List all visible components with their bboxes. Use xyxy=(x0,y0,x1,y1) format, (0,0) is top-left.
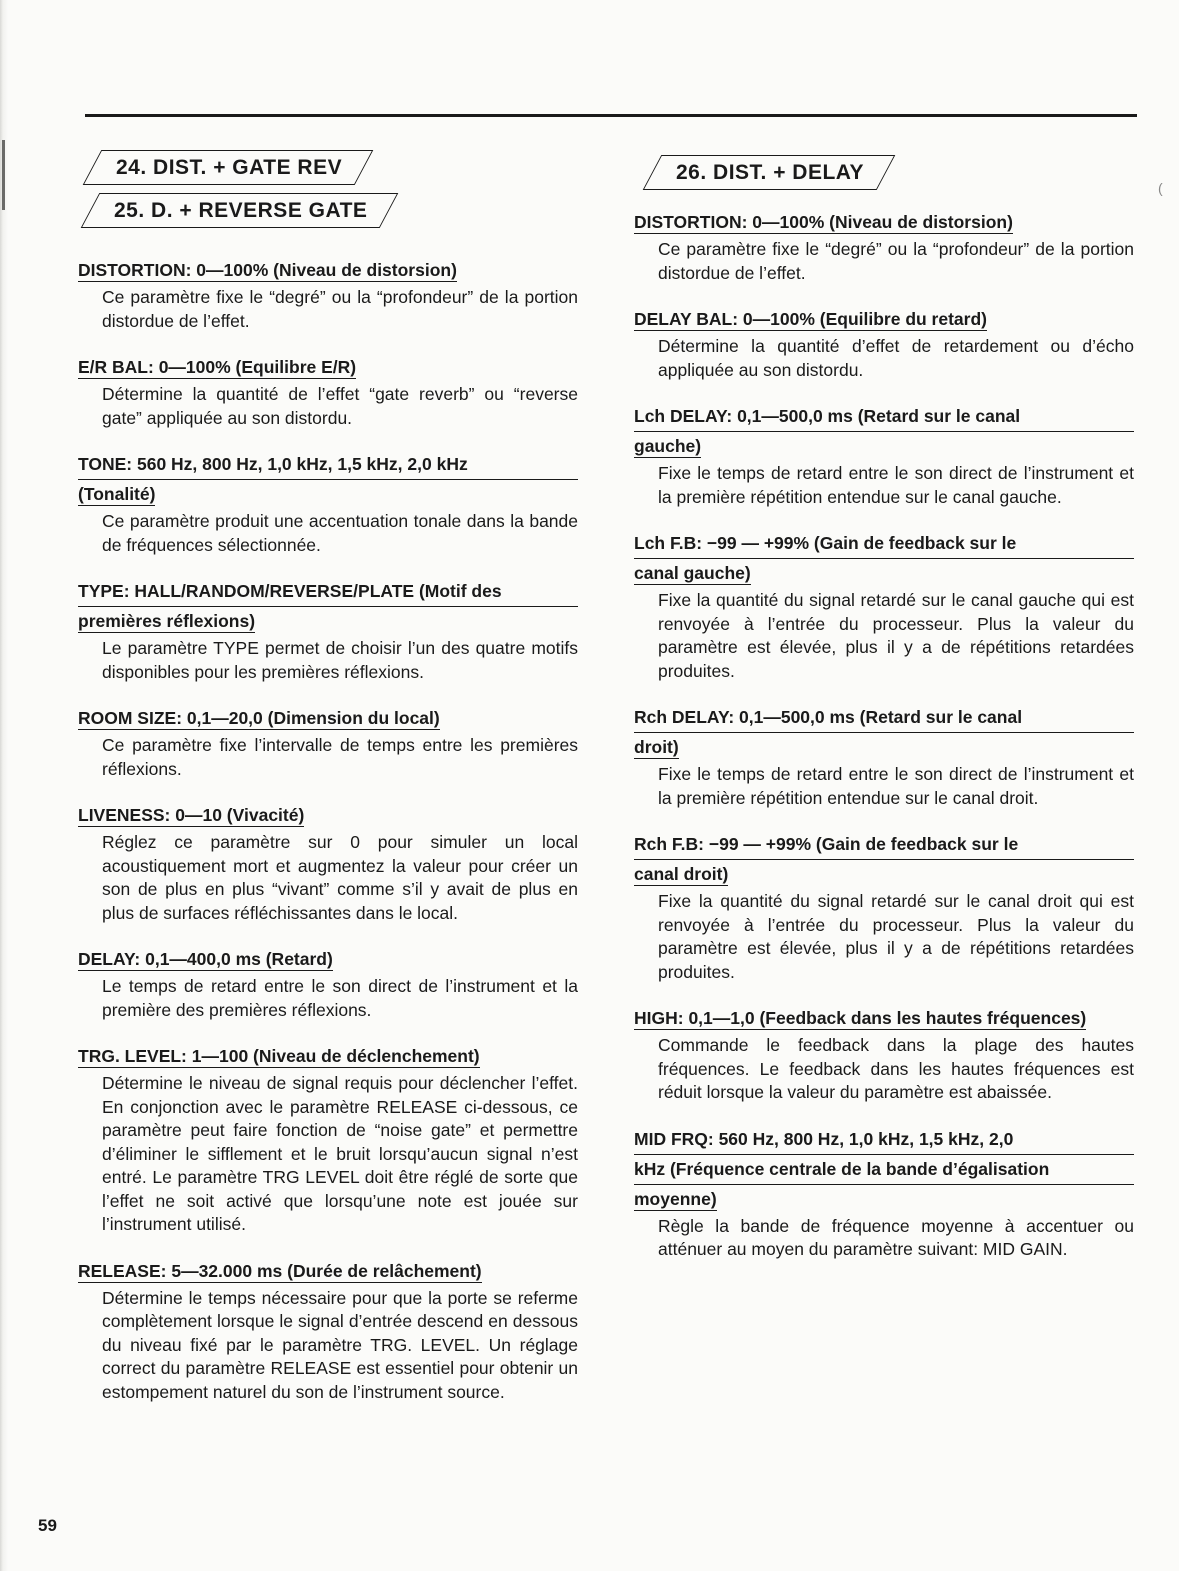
param-description: Détermine le temps nécessaire pour que la porte se referme complètement lorsque le signal d’entrée descend en dessous du niveau fixé par le paramètre TRG. LEVEL. Un réglage correct du paramètre RELEASE est essentiel pour obtenir un estompement naturel du son de l’instrument source. xyxy=(102,1287,578,1402)
param-section-room-size xyxy=(78,704,578,781)
param-heading: RELEASE: 5—32.000 ms (Durée de relâchement) xyxy=(78,1260,482,1281)
param-description: Ce paramètre fixe le “degré” ou la “profondeur” de la portion distordue de l’effet. xyxy=(658,239,1134,283)
param-description: Fixe le temps de retard entre le son direct de l’instrument et la première répétition entendue sur le canal gauche. xyxy=(658,463,1134,507)
param-heading: DISTORTION: 0—100% (Niveau de distorsion) xyxy=(634,212,1013,232)
param-heading: LIVENESS: 0—10 (Vivacité) xyxy=(78,805,305,825)
top-rule xyxy=(85,114,1137,117)
param-section-type xyxy=(78,577,578,684)
param-section-delay xyxy=(78,945,578,1022)
param-heading: TONE: 560 Hz, 800 Hz, 1,0 kHz, 1,5 kHz, 2,0 kHz (Tonalité) xyxy=(78,450,578,509)
param-section-release xyxy=(78,1257,578,1405)
param-description: Fixe la quantité du signal retardé sur le canal gauche qui est renvoyée à l’entrée du processeur. Plus la valeur du paramètre est élevée, plus il y a de répétitions retardées produites. xyxy=(658,590,1134,681)
param-heading: DELAY BAL: 0—100% (Equilibre du retard) xyxy=(634,309,987,329)
param-description: Le temps de retard entre le son direct de l’instrument et la première des premières réflexions. xyxy=(102,976,578,1020)
param-heading: DISTORTION: 0—100% (Niveau de distorsion) xyxy=(78,260,457,280)
param-heading: Lch F.B: −99 — +99% (Gain de feedback sur le canal gauche) xyxy=(634,529,1134,588)
param-section-rch-delay xyxy=(634,703,1134,810)
scan-speck: ( xyxy=(1158,180,1163,196)
param-description: Détermine la quantité d’effet de retardement ou d’écho appliquée au son distordu. xyxy=(658,336,1134,380)
param-section-lch-fb xyxy=(634,529,1134,683)
param-description: Détermine la quantité de l’effet “gate reverb” ou “reverse gate” appliquée au son distordu. xyxy=(102,384,578,428)
param-section-high xyxy=(634,1004,1134,1105)
param-description: Commande le feedback dans la plage des hautes fréquences. Le feedback dans les hautes fréquences est réduit lorsque la valeur du paramètre est abaissée. xyxy=(658,1035,1134,1102)
param-description: Réglez ce paramètre sur 0 pour simuler un local acoustiquement mort et augmentez la valeur pour créer un son de plus en plus “vivant” comme s’il y avait de plus en plus de surfaces réfléchissantes dans le local. xyxy=(102,832,578,923)
effect-banner-26: 26. DIST. + DELAY xyxy=(652,155,886,190)
param-description: Ce paramètre produit une accentuation tonale dans la bande de fréquences sélectionnée. xyxy=(102,511,578,555)
param-heading: Rch F.B: −99 — +99% (Gain de feedback sur le canal droit) xyxy=(634,830,1134,889)
scan-edge-dark xyxy=(2,140,5,210)
param-section-tone xyxy=(78,450,578,557)
param-heading: E/R BAL: 0—100% (Equilibre E/R) xyxy=(78,357,357,377)
param-description: Ce paramètre fixe l’intervalle de temps entre les premières réflexions. xyxy=(102,735,578,779)
param-section-er-bal xyxy=(78,353,578,430)
param-description: Détermine le niveau de signal requis pour déclencher l’effet. En conjonction avec le paramètre RELEASE ci-dessous, ce paramètre peut faire fonction de “noise gate” et permettre d’éliminer le sifflement et le bruit lorsqu’aucun signal n’est entré. Le paramètre TRG LEVEL doit être réglé de sorte que l’effet ne soit activé que lorsqu’une note est jouée sur l’instrument utilisé. xyxy=(102,1073,578,1234)
scan-edge xyxy=(0,0,8,1571)
param-section-rch-fb xyxy=(634,830,1134,984)
param-heading: ROOM SIZE: 0,1—20,0 (Dimension du local) xyxy=(78,708,440,728)
effect-banner-24: 24. DIST. + GATE REV xyxy=(92,150,364,185)
param-description: Fixe le temps de retard entre le son direct de l’instrument et la première répétition entendue sur le canal droit. xyxy=(658,764,1134,808)
param-section-mid-frq xyxy=(634,1125,1134,1262)
param-section-distortion xyxy=(78,256,578,333)
param-description: Le paramètre TYPE permet de choisir l’un des quatre motifs disponibles pour les premières réflexions. xyxy=(102,638,578,682)
param-description: Règle la bande de fréquence moyenne à accentuer ou atténuer au moyen du paramètre suivant: MID GAIN. xyxy=(658,1215,1134,1259)
param-description: Fixe la quantité du signal retardé sur le canal droit qui est renvoyée à l’entrée du processeur. Plus la valeur du paramètre est élevée, plus il y a de répétitions retardées produites. xyxy=(658,891,1134,982)
param-description: Ce paramètre fixe le “degré” ou la “profondeur” de la portion distordue de l’effet. xyxy=(102,287,578,331)
param-section-delay-bal xyxy=(634,305,1134,382)
param-section-trg-level xyxy=(78,1042,578,1237)
right-column xyxy=(634,155,1134,1262)
param-heading: Rch DELAY: 0,1—500,0 ms (Retard sur le canal droit) xyxy=(634,703,1134,762)
param-heading: MID FRQ: 560 Hz, 800 Hz, 1,0 kHz, 1,5 kHz, 2,0 kHz (Fréquence centrale de la bande d’égalisation moyenne) xyxy=(634,1125,1134,1214)
param-heading: TRG. LEVEL: 1—100 (Niveau de déclenchement) xyxy=(78,1046,480,1066)
param-section-distortion xyxy=(634,208,1134,285)
param-heading: HIGH: 0,1—1,0 (Feedback dans les hautes fréquences) xyxy=(634,1008,1087,1028)
param-heading: Lch DELAY: 0,1—500,0 ms (Retard sur le canal gauche) xyxy=(634,402,1134,461)
effect-banner-25: 25. D. + REVERSE GATE xyxy=(90,193,389,228)
page-number: 59 xyxy=(38,1516,57,1535)
left-column xyxy=(78,150,578,1404)
param-heading: TYPE: HALL/RANDOM/REVERSE/PLATE (Motif des premières réflexions) xyxy=(78,577,578,636)
param-heading: DELAY: 0,1—400,0 ms (Retard) xyxy=(78,949,333,969)
param-section-lch-delay xyxy=(634,402,1134,509)
param-section-liveness xyxy=(78,801,578,925)
